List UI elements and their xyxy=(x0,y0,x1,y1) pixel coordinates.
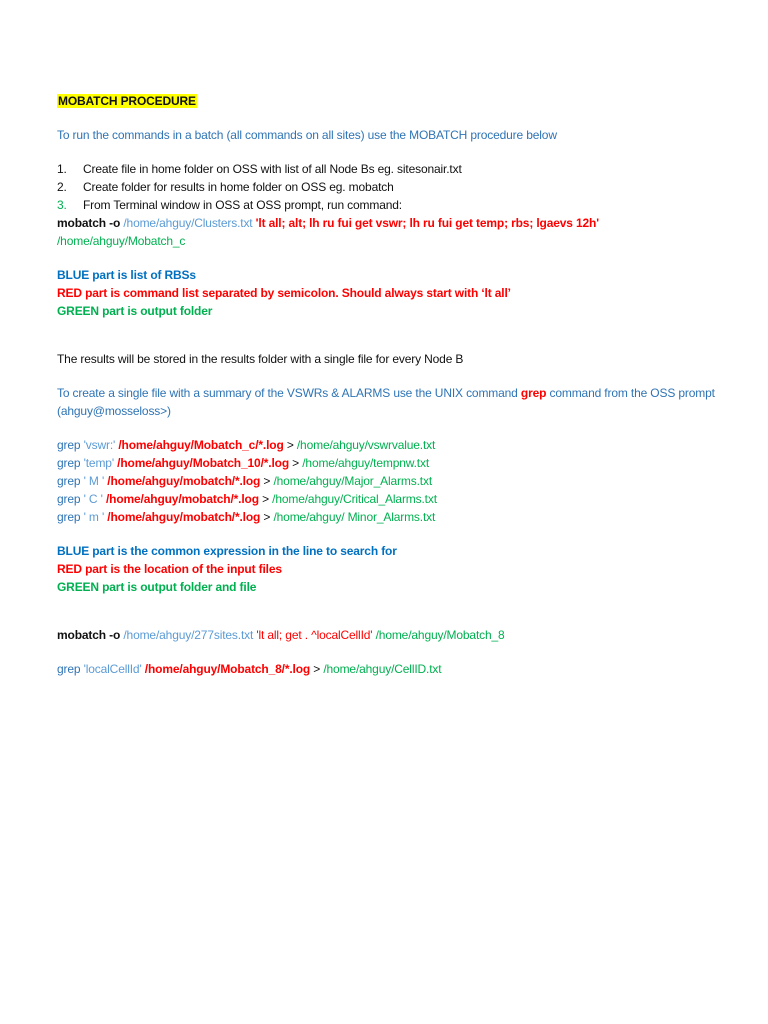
grep-redirect: > xyxy=(260,510,274,524)
spacer xyxy=(57,644,747,660)
page-title: MOBATCH PROCEDURE xyxy=(58,94,196,108)
mobatch-output-folder: /home/ahguy/Mobatch_8 xyxy=(372,628,505,642)
mobatch-cmd: mobatch -o xyxy=(57,216,124,230)
grep-redirect: > xyxy=(310,662,324,676)
grep-input: /home/ahguy/Mobatch_c/*.log xyxy=(115,438,284,452)
grep-line xyxy=(57,508,747,526)
mobatch-command-list: 'lt all; alt; lh ru fui get vswr; lh ru fui get temp; rbs; lgaevs 12h' xyxy=(252,216,599,230)
grep-pattern: 'localCellId' xyxy=(83,662,142,676)
step-2-number: 2. xyxy=(57,180,67,194)
grep-output: /home/ahguy/tempnw.txt xyxy=(302,456,430,470)
grep-redirect: > xyxy=(258,492,273,506)
grep-pattern: 'vswr:' xyxy=(83,438,116,452)
grep-line xyxy=(57,472,747,490)
step-3-text: From Terminal window in OSS at OSS prompt, run command: xyxy=(83,198,402,212)
legend-green-2: GREEN part is output folder and file xyxy=(57,580,257,594)
spacer xyxy=(57,596,747,626)
mobatch-command-1 xyxy=(57,214,747,232)
document-page xyxy=(57,92,747,678)
grep-redirect: > xyxy=(289,456,303,470)
grep-input: /home/ahguy/Mobatch_10/*.log xyxy=(113,456,289,470)
summary-pre: To create a single file with a summary of the VSWRs & ALARMS use the UNIX command xyxy=(57,386,521,400)
grep-output: /home/ahguy/Critical_Alarms.txt xyxy=(272,492,437,506)
grep-output: /home/ahguy/ Minor_Alarms.txt xyxy=(273,510,436,524)
grep-input: /home/ahguy/mobatch/*.log xyxy=(104,510,261,524)
legend-red: RED part is command list separated by semicolon. Should always start with ‘lt all’ xyxy=(57,286,511,300)
spacer xyxy=(57,526,747,542)
step-1-text: Create file in home folder on OSS with list of all Node Bs eg. sitesonair.txt xyxy=(83,162,462,176)
spacer xyxy=(57,144,747,160)
grep-input: /home/ahguy/Mobatch_8/*.log xyxy=(141,662,311,676)
mobatch-command-2 xyxy=(57,626,747,644)
grep-output: /home/ahguy/Major_Alarms.txt xyxy=(273,474,433,488)
summary-grep: grep xyxy=(520,386,547,400)
mobatch-sites-file: /home/ahguy/Clusters.txt xyxy=(123,216,253,230)
legend-blue: BLUE part is list of RBSs xyxy=(57,268,196,282)
grep-cmd: grep xyxy=(57,510,84,524)
summary-text xyxy=(57,384,717,420)
title-line xyxy=(57,92,747,110)
grep-line xyxy=(57,490,747,508)
spacer xyxy=(57,110,747,126)
mobatch-output-folder: /home/ahguy/Mobatch_c xyxy=(57,234,186,248)
grep-output: /home/ahguy/vswrvalue.txt xyxy=(296,438,436,452)
summary-post: command from the OSS prompt (ahguy@mosseloss>) xyxy=(57,386,715,418)
step-3 xyxy=(57,196,747,214)
spacer xyxy=(57,250,747,266)
grep-input: /home/ahguy/mobatch/*.log xyxy=(104,474,261,488)
grep-line xyxy=(57,436,747,454)
grep-output: /home/ahguy/CellID.txt xyxy=(323,662,442,676)
step-1-number: 1. xyxy=(57,162,67,176)
grep-cmd: grep xyxy=(57,438,84,452)
grep-pattern: ' M ' xyxy=(83,474,105,488)
grep-cmd: grep xyxy=(57,474,84,488)
grep-cellid-line xyxy=(57,660,747,678)
spacer xyxy=(57,368,747,384)
grep-input: /home/ahguy/mobatch/*.log xyxy=(102,492,259,506)
mobatch-sites-file: /home/ahguy/277sites.txt xyxy=(123,628,254,642)
spacer xyxy=(57,320,747,350)
grep-line xyxy=(57,454,747,472)
grep-cmd: grep xyxy=(57,456,84,470)
mobatch-command-list: 'lt all; get . ^localCellId' xyxy=(253,628,373,642)
step-2 xyxy=(57,178,747,196)
grep-redirect: > xyxy=(260,474,274,488)
mobatch-cmd: mobatch -o xyxy=(57,628,124,642)
grep-redirect: > xyxy=(283,438,297,452)
legend-green: GREEN part is output folder xyxy=(57,304,213,318)
step-1 xyxy=(57,160,747,178)
intro-text: To run the commands in a batch (all commands on all sites) use the MOBATCH procedure below xyxy=(57,128,557,142)
step-3-number: 3. xyxy=(57,198,67,212)
grep-cmd: grep xyxy=(57,492,84,506)
grep-pattern: ' C ' xyxy=(83,492,103,506)
step-2-text: Create folder for results in home folder on OSS eg. mobatch xyxy=(83,180,394,194)
legend-red-2: RED part is the location of the input files xyxy=(57,562,282,576)
results-note: The results will be stored in the results folder with a single file for every Node B xyxy=(57,352,464,366)
grep-pattern: ' m ' xyxy=(83,510,105,524)
spacer xyxy=(57,420,747,436)
grep-pattern: 'temp' xyxy=(83,456,114,470)
grep-cmd: grep xyxy=(57,662,84,676)
legend-blue-2: BLUE part is the common expression in the line to search for xyxy=(57,544,397,558)
